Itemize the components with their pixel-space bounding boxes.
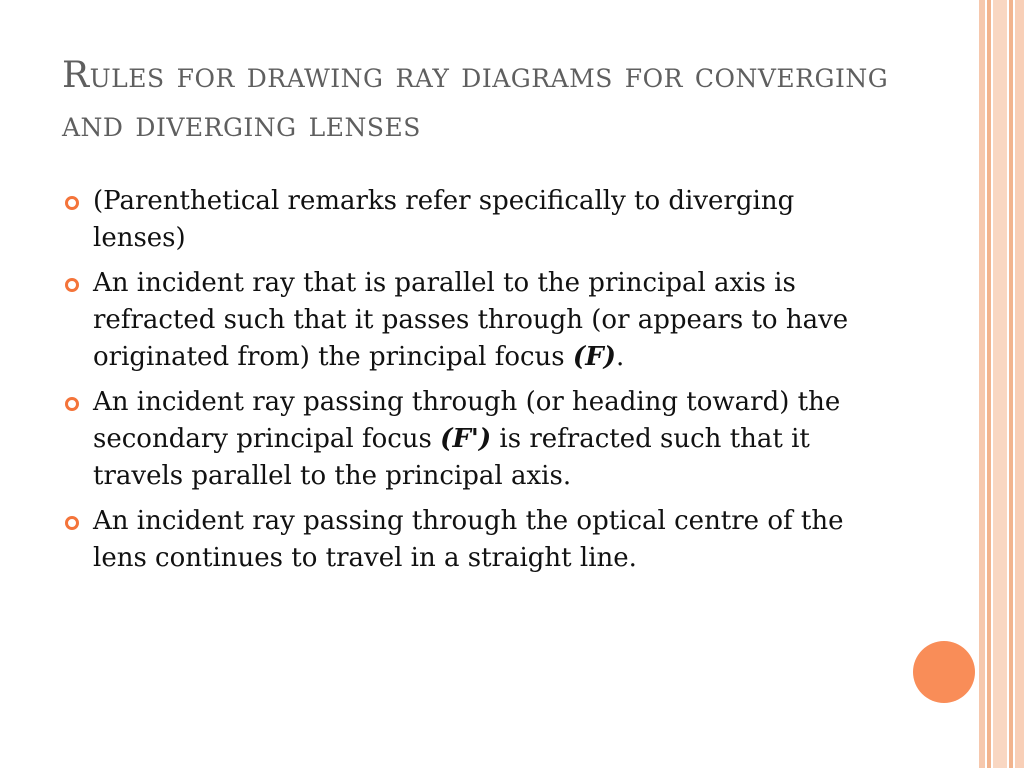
bullet-item [62,503,892,577]
bullet-item [62,384,892,495]
bullet-ring-icon [65,278,79,292]
bullet-item [62,265,892,376]
principal-focus-symbol: (F) [572,342,616,372]
bullet-list [62,183,892,585]
decorative-stripe [1009,0,1013,768]
bullet-ring-icon [65,397,79,411]
decorative-stripe [1015,0,1024,768]
decorative-circle [913,641,975,703]
slide-title: Rules for drawing ray diagrams for converging and diverging lenses [62,55,889,145]
bullet-item [62,183,892,257]
bullet-text: (Parenthetical remarks refer specifically to diverging lenses) [93,186,795,253]
bullet-text: An incident ray passing through the optical centre of the lens continues to travel in a straight line. [93,506,844,573]
secondary-focus-symbol: (F') [440,424,492,454]
bullet-text-end: . [615,342,625,372]
bullet-text-end: is refracted such that it travels parallel to the principal axis. [93,424,810,491]
bullet-ring-icon [65,516,79,530]
decorative-stripe [993,0,1007,768]
bullet-text: An incident ray that is parallel to the principal axis is refracted such that it passes through (or appears to have originated from) the principal focus [93,268,849,372]
bullet-ring-icon [65,196,79,210]
decorative-stripe [979,0,985,768]
bullet-text: An incident ray passing through (or heading toward) the secondary principal focus [93,387,841,454]
decorative-stripe [987,0,991,768]
